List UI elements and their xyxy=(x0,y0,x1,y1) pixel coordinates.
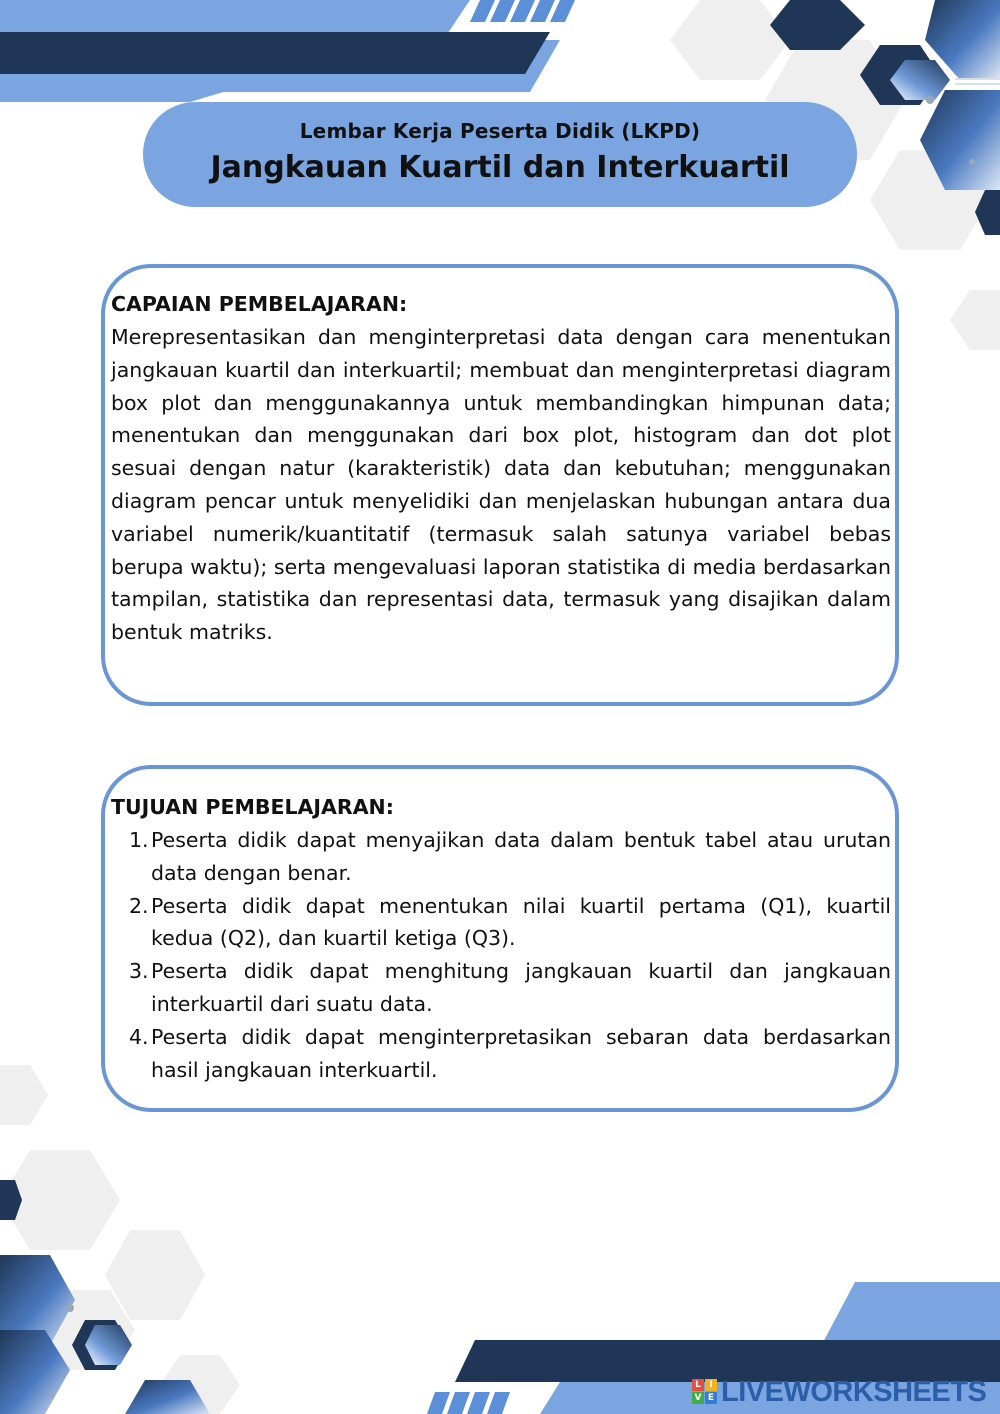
list-item xyxy=(111,890,891,956)
logo-text: LIVEWORKSHEETS xyxy=(721,1375,987,1408)
logo-grid-icon xyxy=(692,1379,718,1405)
title-banner xyxy=(143,102,857,207)
logo-letter: I xyxy=(705,1379,717,1391)
top-dashes xyxy=(470,0,575,22)
liveworksheets-logo xyxy=(692,1376,986,1408)
logo-letter: E xyxy=(705,1392,717,1404)
capaian-card xyxy=(101,264,899,706)
logo-letter: L xyxy=(692,1379,704,1391)
goal-number: 3. xyxy=(129,959,149,984)
tujuan-card xyxy=(101,765,899,1112)
goal-text: Peserta didik dapat menghitung jangkauan kuartil dan jangkauan interkuartil dari suatu data. xyxy=(151,959,891,1016)
list-item xyxy=(111,1021,891,1087)
capaian-body: Merepresentasikan dan menginterpretasi data dengan cara menentukan jangkauan kuartil dan interkuartil; membuat dan menginterpretasi diagram box plot dan menggunakannya untuk membandingkan himpunan data; menentukan dan menggunakan dari box plot, histogram dan dot plot sesuai dengan natur (karakteristik) data dan kebutuhan; menggunakan diagram pencar untuk menyelidiki dan menjelaskan hubungan antara dua variabel numerik/kuantitatif (termasuk salah satunya variabel bebas berupa waktu); serta mengevaluasi laporan statistika di media berdasarkan tampilan, statistika dan representasi data, termasuk yang disajikan dalam bentuk matriks. xyxy=(111,325,891,645)
goal-number: 4. xyxy=(129,1024,149,1049)
goal-text: Peserta didik dapat menentukan nilai kuartil pertama (Q1), kuartil kedua (Q2), dan kuartil ketiga (Q3). xyxy=(151,893,891,951)
list-item xyxy=(111,824,891,890)
worksheet-title: Jangkauan Kuartil dan Interkuartil xyxy=(210,150,790,185)
goal-text: Peserta didik dapat menginterpretasikan sebaran data berdasarkan hasil jangkauan interkuartil. xyxy=(151,1024,891,1082)
tujuan-heading: TUJUAN PEMBELAJARAN: xyxy=(111,795,394,819)
list-item xyxy=(111,955,891,1021)
goal-text: Peserta didik dapat menyajikan data dalam bentuk tabel atau urutan data dengan benar. xyxy=(151,828,891,885)
logo-letter: V xyxy=(692,1392,704,1404)
goal-number: 1. xyxy=(129,828,149,852)
capaian-heading: CAPAIAN PEMBELAJARAN: xyxy=(111,292,408,316)
worksheet-subtitle: Lembar Kerja Peserta Didik (LKPD) xyxy=(299,119,701,143)
goal-list xyxy=(111,824,891,1086)
navy-top-band xyxy=(0,32,550,74)
bottom-dashes xyxy=(427,1392,510,1414)
goal-number: 2. xyxy=(129,893,149,918)
